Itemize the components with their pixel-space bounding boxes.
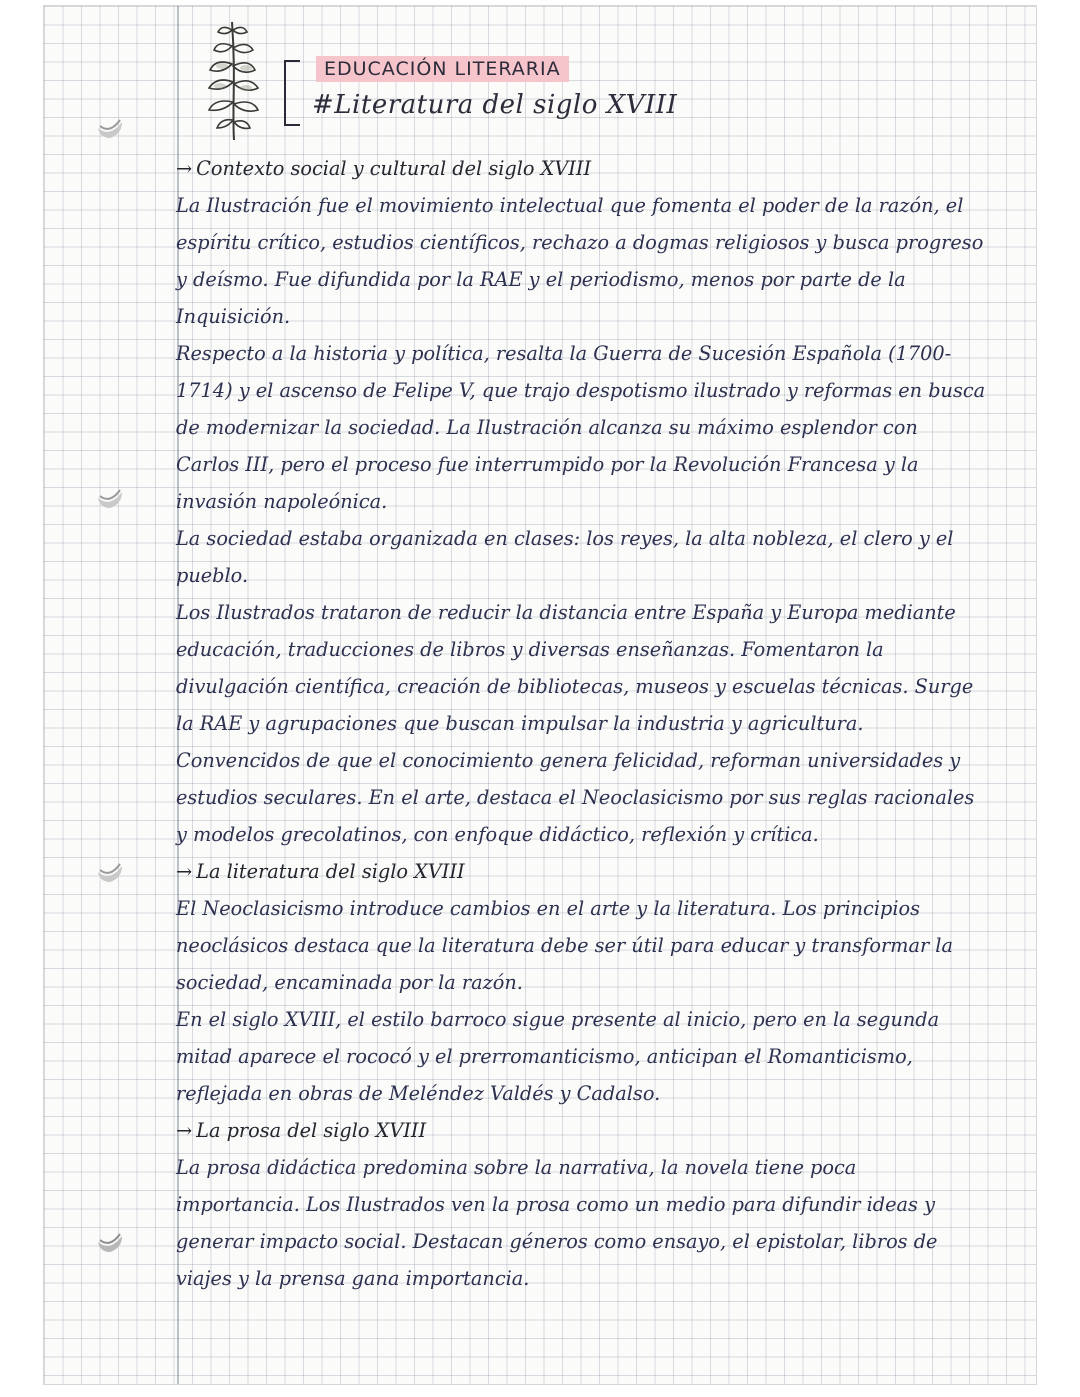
paragraph: La sociedad estaba organizada en clases: los reyes, la alta nobleza, el clero y el pueblo. [176, 527, 954, 587]
binder-ring-icon [92, 108, 128, 142]
notes-body [176, 150, 986, 1297]
topic-title: #Literatura del siglo XVIII [312, 90, 678, 120]
section-heading-text: La literatura del siglo XVIII [196, 860, 465, 883]
arrow-icon: → [176, 1119, 193, 1142]
section-heading [176, 150, 986, 187]
binder-ring-icon [92, 478, 128, 512]
paragraph: En el siglo XVIII, el estilo barroco sigue presente al inicio, pero en la segunda mitad aparece el rococó y el prerromanticismo, anticipan el Romanticismo, reflejada en obras de Meléndez Valdés y Cadalso. [176, 1008, 940, 1105]
paragraph: La Ilustración fue el movimiento intelectual que fomenta el poder de la razón, el espíritu crítico, estudios científicos, rechazo a dogmas religiosos y busca progreso y deísmo. Fue difundida por la RAE y el periodismo, menos por parte de la Inquisición. [176, 194, 984, 328]
paragraph: El Neoclasicismo introduce cambios en el arte y la literatura. Los principios neoclásicos destaca que la literatura debe ser útil para educar y transformar la sociedad, encaminada por la razón. [176, 897, 953, 994]
binder-ring-icon [92, 1222, 128, 1256]
section-heading-text: La prosa del siglo XVIII [196, 1119, 427, 1142]
section-heading [176, 1112, 986, 1149]
branch-doodle-icon [192, 18, 274, 144]
subject-label: EDUCACIÓN LITERARIA [316, 56, 569, 82]
arrow-icon: → [176, 157, 193, 180]
arrow-icon: → [176, 860, 193, 883]
title-bracket [284, 60, 300, 126]
binder-ring-icon [92, 852, 128, 886]
paragraph: Los Ilustrados trataron de reducir la distancia entre España y Europa mediante educación, traducciones de libros y diversas enseñanzas. Fomentaron la divulgación científica, creación de bibliotecas, museos y escuelas técnicas. Surge la RAE y agrupaciones que buscan impulsar la industria y agricultura. Convencidos de que el conocimiento genera felicidad, reforman universidades y estudios seculares. En el arte, destaca el Neoclasicismo por sus reglas racionales y modelos grecolatinos, con enfoque didáctico, reflexión y crítica. [176, 601, 975, 846]
paragraph: La prosa didáctica predomina sobre la narrativa, la novela tiene poca importancia. Los Ilustrados ven la prosa como un medio para difundir ideas y generar impacto social. Destacan géneros como ensayo, el epistolar, libros de viajes y la prensa gana importancia. [176, 1156, 938, 1290]
section-heading [176, 853, 986, 890]
paragraph: Respecto a la historia y política, resalta la Guerra de Sucesión Española (1700-1714) y el ascenso de Felipe V, que trajo despotismo ilustrado y reformas en busca de modernizar la sociedad. La Ilustración alcanza su máximo esplendor con Carlos III, pero el proceso fue interrumpido por la Revolución Francesa y la invasión napoleónica. [176, 342, 986, 513]
section-heading-text: Contexto social y cultural del siglo XVIII [196, 157, 592, 180]
